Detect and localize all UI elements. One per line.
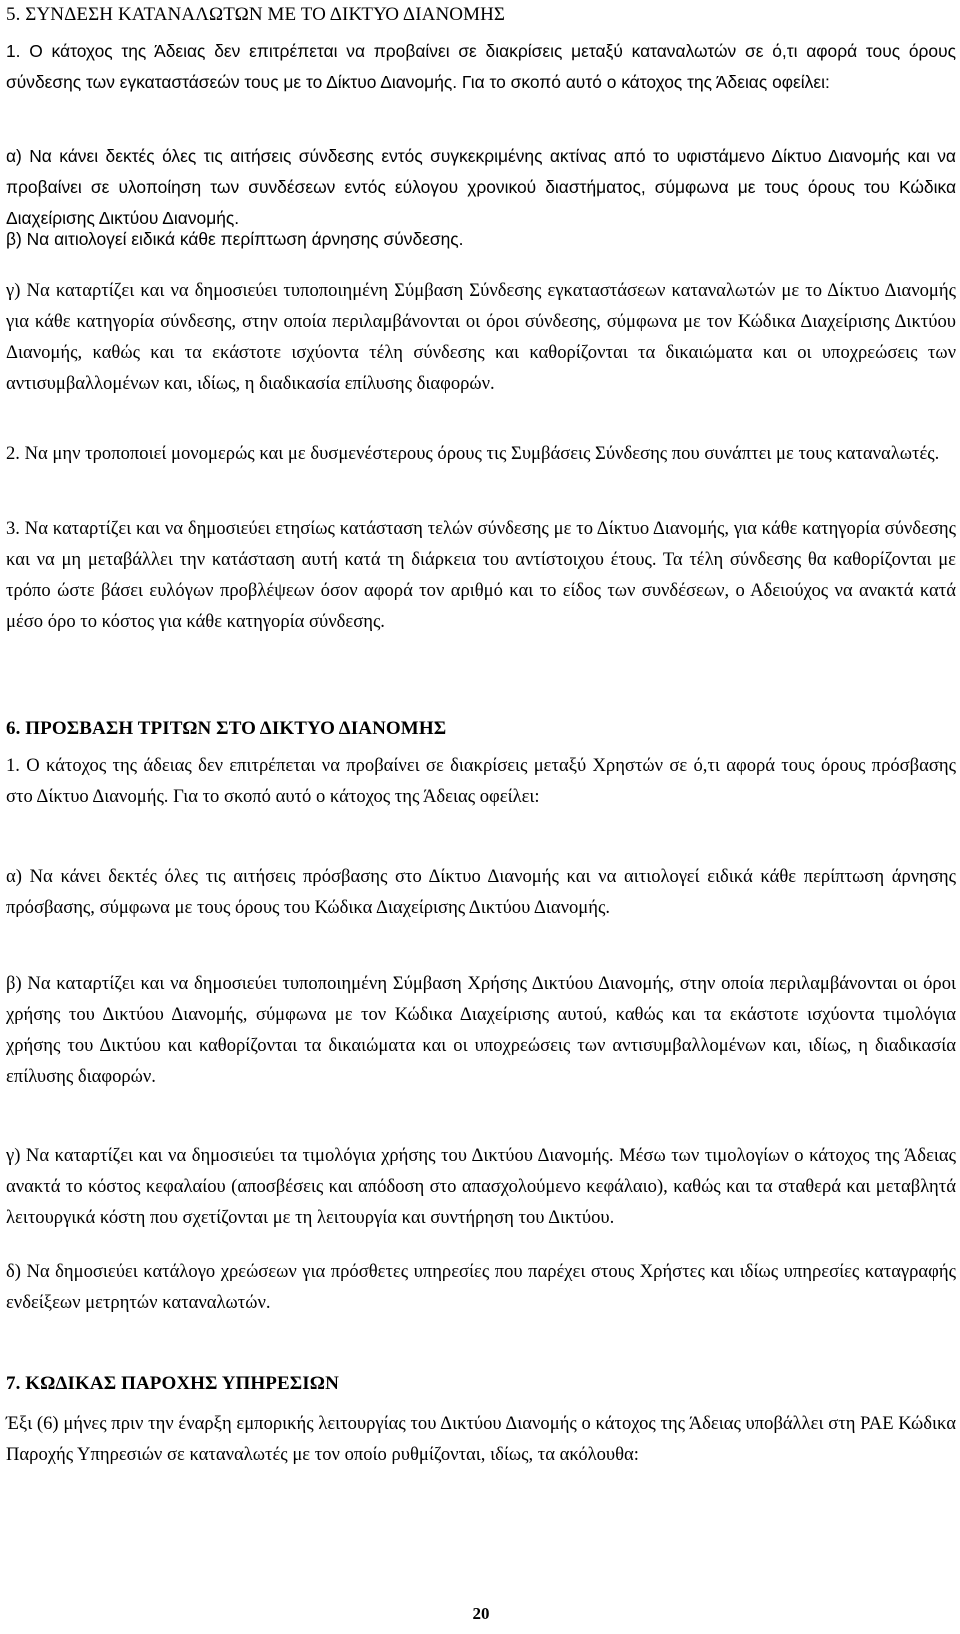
section-5-item-b: β) Να αιτιολογεί ειδικά κάθε περίπτωση άρνησης σύνδεσης. bbox=[6, 229, 464, 249]
section-6-item-b: β) Να καταρτίζει και να δημοσιεύει τυποποιημένη Σύμβαση Χρήσης Δικτύου Διανομής, στην οποία περιλαμβάνονται οι όροι χρήσης του Δικτύου Διανομής, σύμφωνα με τον Κώδικα Διαχείρισης αυτού, καθώς και τα εκάστοτε ισχύοντα τιμολόγια χρήσης του Δικτύου και καθορίζονται τα δικαιώματα και οι υποχρεώσεις των αντισυμβαλλομένων και, ιδίως, η διαδικασία επίλυσης διαφορών. bbox=[6, 973, 956, 1087]
section-5-paragraph-2: 2. Να μην τροποποιεί μονομερώς και με δυσμενέστερους όρους τις Συμβάσεις Σύνδεσης που συνάπτει με τους καταναλωτές. bbox=[6, 443, 940, 464]
section-5-paragraph-1: 1. Ο κάτοχος της Άδειας δεν επιτρέπεται να προβαίνει σε διακρίσεις μεταξύ καταναλωτών σε ό,τι αφορά τους όρους σύνδεσης των εγκαταστάσεών τους με το Δίκτυο Διανομής. Για το σκοπό αυτό ο κάτοχος της Άδειας οφείλει: bbox=[6, 41, 956, 92]
section-6-item-a: α) Να κάνει δεκτές όλες τις αιτήσεις πρόσβασης στο Δίκτυο Διανομής και να αιτιολογεί ειδικά κάθε περίπτωση άρνησης πρόσβασης, σύμφωνα με τους όρους του Κώδικα Διαχείρισης Δικτύου Διανομής. bbox=[6, 866, 956, 918]
section-5-item-c: γ) Να καταρτίζει και να δημοσιεύει τυποποιημένη Σύμβαση Σύνδεσης εγκαταστάσεων καταναλωτών με το Δίκτυο Διανομής για κάθε κατηγορία σύνδεσης, στην οποία περιλαμβάνονται οι όροι σύνδεσης, σύμφωνα με τον Κώδικα Διαχείρισης Δικτύου Διανομής, καθώς και τα εκάστοτε ισχύοντα τέλη σύνδεσης και καθορίζονται τα δικαιώματα και οι υποχρεώσεις των αντισυμβαλλομένων και, ιδίως, η διαδικασία επίλυσης διαφορών. bbox=[6, 280, 956, 394]
section-5-item-a: α) Να κάνει δεκτές όλες τις αιτήσεις σύνδεσης εντός συγκεκριμένης ακτίνας από το υφιστάμενο Δίκτυο Διανομής και να προβαίνει σε υλοποίηση των συνδέσεων εντός εύλογου χρονικού διαστήματος, σύμφωνα με τους όρους του Κώδικα Διαχείρισης Δικτύου Διανομής. bbox=[6, 146, 956, 228]
page-number: 20 bbox=[472, 1604, 490, 1623]
section-6-item-d: δ) Να δημοσιεύει κατάλογο χρεώσεων για πρόσθετες υπηρεσίες που παρέχει στους Χρήστες και ιδίως υπηρεσίες καταγραφής ενδείξεων μετρητών καταναλωτών. bbox=[6, 1261, 956, 1313]
section-5-paragraph-3: 3. Να καταρτίζει και να δημοσιεύει ετησίως κατάσταση τελών σύνδεσης με το Δίκτυο Διανομής, για κάθε κατηγορία σύνδεσης και να μη μεταβάλλει την κατάσταση αυτή κατά τη διάρκεια του αντίστοιχου έτους. Τα τέλη σύνδεσης θα καθορίζονται με τρόπο ώστε βάσει ευλόγων προβλέψεων όσον αφορά τον αριθμό και το είδος των συνδέσεων, ο Αδειούχος να ανακτά κατά μέσο όρο το κόστος για κάθε κατηγορία σύνδεσης. bbox=[6, 518, 956, 632]
document-page bbox=[6, 0, 956, 1634]
section-7-heading: 7. ΚΩΔΙΚΑΣ ΠΑΡΟΧΗΣ ΥΠΗΡΕΣΙΩΝ bbox=[6, 1373, 339, 1394]
section-6-item-c: γ) Να καταρτίζει και να δημοσιεύει τα τιμολόγια χρήσης του Δικτύου Διανομής. Μέσω των τιμολογίων ο κάτοχος της Άδειας ανακτά το κόστος κεφαλαίου (αποσβέσεις και απόδοση στο απασχολούμενο κεφάλαιο), καθώς και τα σταθερά και μεταβλητά λειτουργικά κόστη που σχετίζονται με τη λειτουργία και συντήρηση του Δικτύου. bbox=[6, 1145, 956, 1228]
section-7-paragraph-1: Έξι (6) μήνες πριν την έναρξη εμπορικής λειτουργίας του Δικτύου Διανομής ο κάτοχος της Άδειας υποβάλλει στη ΡΑΕ Κώδικα Παροχής Υπηρεσιών σε καταναλωτές με τον οποίο ρυθμίζονται, ιδίως, τα ακόλουθα: bbox=[6, 1413, 956, 1465]
section-5-heading: 5. ΣΥΝΔΕΣΗ ΚΑΤΑΝΑΛΩΤΩΝ ΜΕ ΤΟ ΔΙΚΤΥΟ ΔΙΑΝΟΜΗΣ bbox=[6, 4, 506, 25]
section-6-paragraph-1: 1. Ο κάτοχος της άδειας δεν επιτρέπεται να προβαίνει σε διακρίσεις μεταξύ Χρηστών σε ό,τι αφορά τους όρους πρόσβασης στο Δίκτυο Διανομής. Για το σκοπό αυτό ο κάτοχος της Άδειας οφείλει: bbox=[6, 755, 956, 807]
section-6-heading: 6. ΠΡΟΣΒΑΣΗ ΤΡΙΤΩΝ ΣΤΟ ΔΙΚΤΥΟ ΔΙΑΝΟΜΗΣ bbox=[6, 718, 447, 739]
